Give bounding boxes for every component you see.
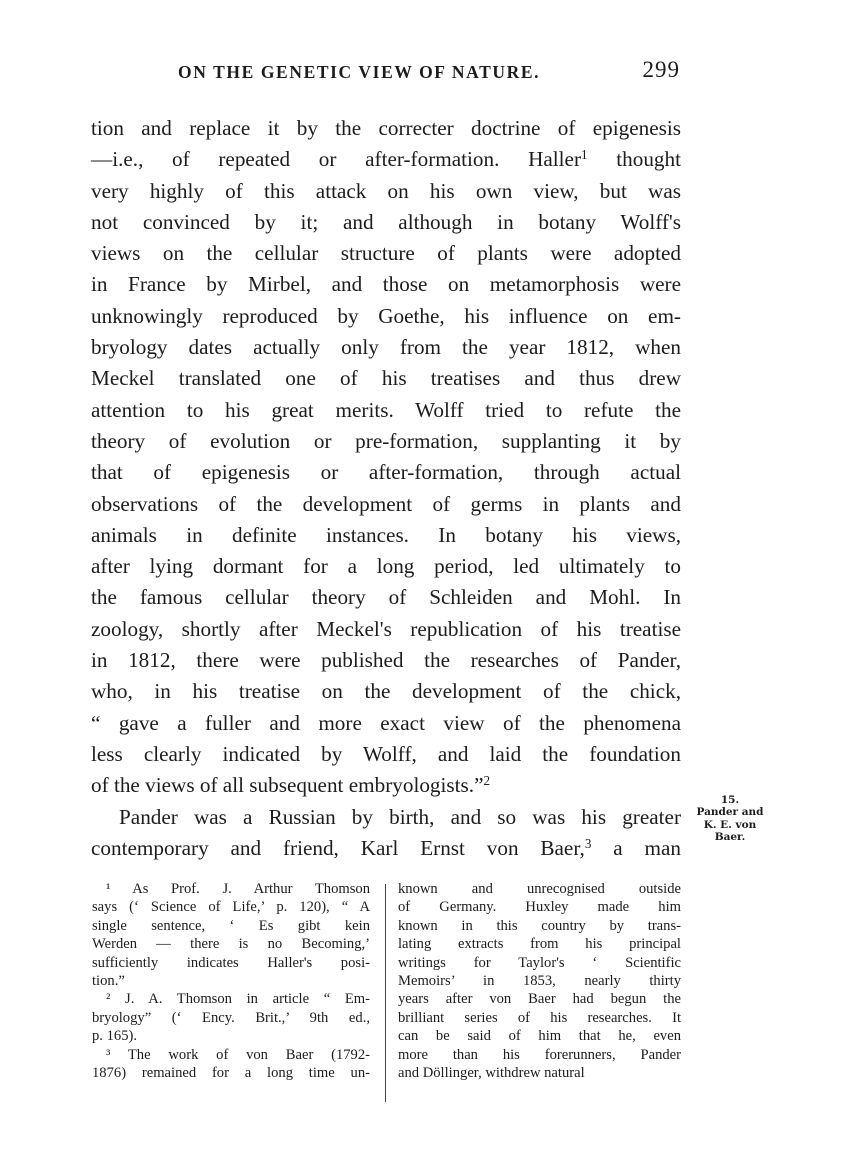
footnote-line: lating extracts from his principal [398,936,681,953]
body-line: —i.e., of repeated or after-formation. Haller$^1$ thought [91,147,682,172]
footnote-line: ² J. A. Thomson in article “ Em- [106,991,370,1008]
body-line: not convinced by it; and although in botany Wolff's [91,209,681,234]
footnote-line: p. 165). [92,1028,137,1045]
footnote-line: can be said of him that he, even [398,1028,681,1045]
running-title: ON THE GENETIC VIEW OF NATURE. [178,62,541,82]
body-line: unknowingly reproduced by Goethe, his influence on em- [91,303,681,328]
footnote-line: single sentence, ‘ Es gibt kein [92,917,370,934]
margin-note [690,794,770,844]
footnote-line: Werden — there is no Becoming,’ [92,936,370,953]
body-line: theory of evolution or pre-formation, supplanting it by [91,428,681,453]
body-line: very highly of this attack on his own view, but was [91,178,681,203]
body-line: the famous cellular theory of Schleiden and Mohl. In [91,585,681,610]
footnote-line: Memoirs’ in 1853, nearly thirty [398,972,681,989]
footnote-line: ³ The work of von Baer (1792- [106,1046,370,1063]
body-line: attention to his great merits. Wolff tried to refute the [91,397,681,422]
body-line: that of epigenesis or after-formation, through actual [91,460,681,485]
body-line: after lying dormant for a long period, led ultimately to [91,554,681,579]
footnote-line: ¹ As Prof. J. Arthur Thomson [106,881,370,897]
page-header [90,58,682,90]
body-line: in France by Mirbel, and those on metamorphosis were [91,272,681,297]
footnote-line: says (‘ Science of Life,’ p. 120), “ A [92,899,370,916]
body-line: contemporary and friend, Karl Ernst von Baer,$^3$ a man [91,835,681,860]
footnote-line: years after von Baer had begun the [398,991,681,1008]
footnote-line: known in this country by trans- [398,917,681,934]
footnotes-right-column [398,880,681,1082]
footnote-line: and Döllinger, withdrew natural [398,1064,585,1081]
footnote-column-divider [385,884,386,1102]
body-line: observations of the development of germs in plants and [91,491,681,516]
footnotes-left-column [92,880,370,1082]
footnote-line: 1876) remained for a long time un- [92,1064,370,1081]
footnote-line: tion.” [92,972,125,989]
footnote-line: sufficiently indicates Haller's posi- [92,954,370,971]
footnote-line: known and unrecognised outside [398,881,681,897]
page-number: 299 [642,57,680,82]
body-line: animals in definite instances. In botany his views, [91,522,681,547]
footnote-ref: 3 [584,835,592,851]
footnote-line: of Germany. Huxley made him [398,899,681,916]
footnote-line: brilliant series of his researches. It [398,1009,681,1026]
body-line: of the views of all subsequent embryologists.”$^2$ [91,773,491,798]
margin-note-line: Pander and [696,806,764,819]
footnote-ref: 2 [483,773,491,789]
body-line: zoology, shortly after Meckel's republication of his treatise [91,616,681,641]
body-line: bryology dates actually only from the year 1812, when [91,335,681,360]
footnote-ref: 1 [581,147,588,163]
body-line: Meckel translated one of his treatises and thus drew [91,366,681,391]
footnote-line: bryology” (‘ Ency. Brit.,’ 9th ed., [92,1009,370,1026]
margin-note-line: K. E. von [703,818,757,831]
body-line: less clearly indicated by Wolff, and laid the foundation [91,741,681,766]
margin-note-line: Baer. [714,831,746,844]
body-line: views on the cellular structure of plants were adopted [91,241,681,266]
body-line: tion and replace it by the correcter doctrine of epigenesis [91,116,681,140]
footnote-line: more than his forerunners, Pander [398,1046,681,1063]
body-line: Pander was a Russian by birth, and so was his greater [119,804,681,829]
body-line: who, in his treatise on the development of the chick, [91,679,681,704]
margin-note-number: 15. [720,794,740,806]
body-line: “ gave a fuller and more exact view of the phenomena [91,710,681,735]
body-text [91,113,681,864]
footnote-line: writings for Taylor's ‘ Scientific [398,954,681,971]
body-line: in 1812, there were published the researches of Pander, [91,648,681,673]
